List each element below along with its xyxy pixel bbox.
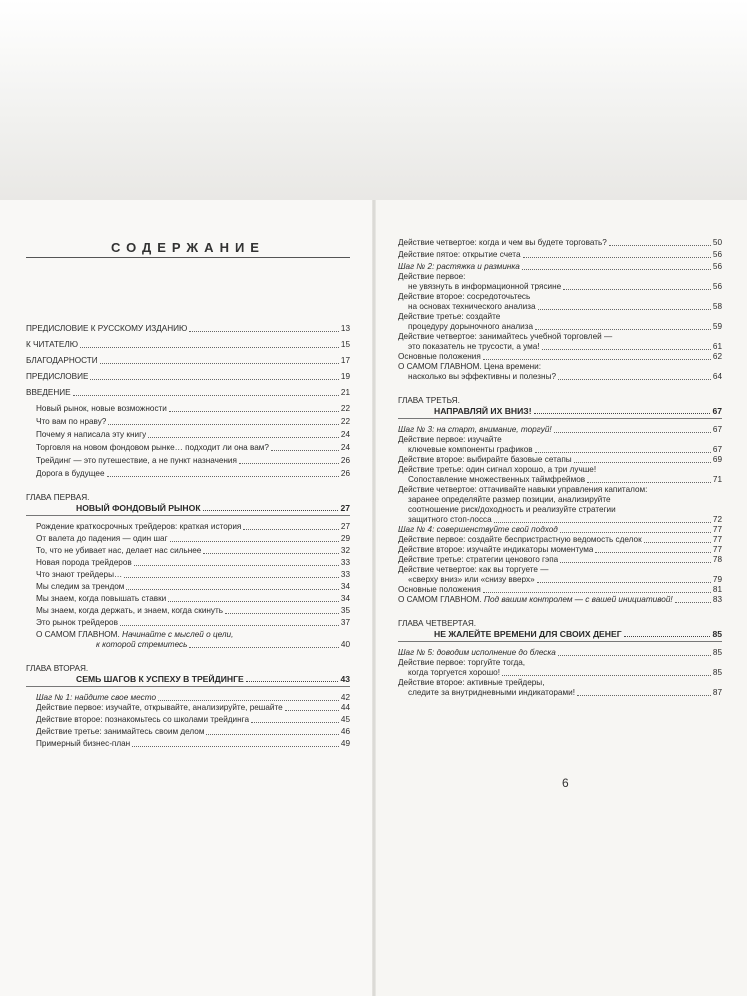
- toc-entry-title: К ЧИТАТЕЛЮ: [26, 340, 79, 349]
- toc-entry-title: БЛАГОДАРНОСТИ: [26, 356, 98, 365]
- toc-entry[interactable]: [26, 727, 350, 737]
- toc-entry-page: 33: [340, 570, 350, 579]
- toc-entry-page: 45: [340, 715, 350, 724]
- toc-leader: [243, 529, 339, 530]
- scan-background: [0, 0, 747, 200]
- toc-entry[interactable]: [398, 238, 722, 248]
- toc-entry[interactable]: [26, 558, 350, 568]
- toc-entry[interactable]: [26, 546, 350, 556]
- toc-entry[interactable]: [26, 703, 350, 713]
- toc-entry-page: 61: [712, 342, 722, 351]
- book-gutter: [372, 200, 376, 996]
- page-number: 6: [562, 776, 569, 790]
- toc-entry[interactable]: [398, 292, 722, 312]
- toc-leader: [132, 746, 339, 747]
- ch3-action-3[interactable]: Действие третье: один сигнал хорошо, а три лучше! Сопоставление множественных таймфреймов 71: [398, 465, 722, 484]
- toc-entry-title: Действие первое: изучайте, открывайте, анализируйте, решайте: [36, 703, 283, 712]
- toc-entry[interactable]: [26, 606, 350, 616]
- toc-entry-page: 24: [340, 443, 350, 452]
- toc-leader: [189, 331, 339, 332]
- toc-leader: [170, 541, 339, 542]
- toc-entry[interactable]: [26, 340, 350, 350]
- toc-entry-page: 33: [340, 558, 350, 567]
- toc-leader: [271, 450, 339, 451]
- toc-entry-title: Действие третье: занимайтесь своим делом: [36, 727, 205, 736]
- toc-entry-page: 34: [340, 594, 350, 603]
- toc-entry-title: Действие четвертое: когда и чем вы будете торговать?: [398, 238, 607, 247]
- chapter-4-title[interactable]: НЕ ЖАЛЕЙТЕ ВРЕМЕНИ ДЛЯ СВОИХ ДЕНЕГ 85: [434, 629, 722, 639]
- toc-entry[interactable]: [26, 388, 350, 398]
- ch3-action-2[interactable]: Действие второе: выбирайте базовые сетапы 69: [398, 455, 722, 464]
- toc-entry-page: 59: [712, 322, 722, 331]
- toc-leader: [609, 245, 711, 246]
- toc-entry-page: 49: [340, 739, 350, 748]
- chapter-2-list: [26, 703, 350, 749]
- toc-leader: [80, 347, 339, 348]
- toc-entry[interactable]: [26, 356, 350, 366]
- step-4-entry[interactable]: Шаг № 4: совершенствуйте свой подход 77: [398, 525, 722, 534]
- toc-entry[interactable]: [26, 469, 350, 479]
- toc-entry-title: Дорога в будущее: [36, 469, 105, 478]
- toc-entry-page: 50: [712, 238, 722, 247]
- toc-entry-title: Примерный бизнес-план: [36, 739, 131, 748]
- ch4-action-1[interactable]: Действие первое: торгуйте тогда, когда торгуется хорошо! 85: [398, 658, 722, 677]
- toc-entry-line-2: это показатель не трусости, а ума!: [408, 342, 540, 351]
- toc-leader: [206, 734, 338, 735]
- ch4-action-2[interactable]: Действие второе: активные трейдеры, следите за внутридневными индикаторами! 87: [398, 678, 722, 697]
- step-2-list: [398, 272, 722, 352]
- toc-entry[interactable]: [26, 570, 350, 580]
- toc-leader: [239, 463, 339, 464]
- toc-entry[interactable]: [398, 332, 722, 352]
- toc-entry-page: 44: [340, 703, 350, 712]
- toc-leader: [124, 577, 339, 578]
- toc-leader: [523, 257, 711, 258]
- toc-entry-title: Мы следим за трендом: [36, 582, 125, 591]
- toc-entry-page: 27: [340, 522, 350, 531]
- intro-list: [26, 404, 350, 479]
- toc-entry-page: 32: [340, 546, 350, 555]
- ch3-step4-action-4[interactable]: Действие четвертое: как вы торгуете — «сверху вниз» или «снизу вверх» 79: [398, 565, 722, 584]
- toc-entry-line-2: процедуру дорыночного анализа: [408, 322, 534, 331]
- toc-leader: [90, 379, 338, 380]
- basics-entry[interactable]: Основные положения 62: [398, 352, 722, 361]
- toc-entry-page: 29: [340, 534, 350, 543]
- toc-leader: [126, 589, 338, 590]
- toc-entry-page: 46: [340, 727, 350, 736]
- chapter-3-label: ГЛАВА ТРЕТЬЯ.: [398, 396, 460, 405]
- toc-entry-title: Действие второе: познакомьтесь со школами трейдинга: [36, 715, 250, 724]
- toc-entry-title: Что вам по нраву?: [36, 417, 107, 426]
- step-3-entry[interactable]: Шаг № 3: на старт, внимание, торгуй! 67: [398, 425, 722, 434]
- chapter-1-main-entry[interactable]: О САМОМ ГЛАВНОМ. Начинайте с мыслей о цели, к которой стремитесь 40: [36, 630, 350, 649]
- toc-entry-line-1: Действие четвертое: занимайтесь учебной торговлей —: [398, 332, 613, 341]
- toc-entry-page: 21: [340, 388, 350, 397]
- chapter-1-list: [26, 522, 350, 628]
- toc-entry[interactable]: [26, 430, 350, 440]
- toc-entry[interactable]: [26, 456, 350, 466]
- toc-leader: [285, 710, 339, 711]
- toc-entry-title: ПРЕДИСЛОВИЕ К РУССКОМУ ИЗДАНИЮ: [26, 324, 188, 333]
- toc-entry[interactable]: [26, 594, 350, 604]
- toc-entry-title: Почему я написала эту книгу: [36, 430, 147, 439]
- toc-entry[interactable]: [26, 372, 350, 382]
- ch3-basics-entry[interactable]: Основные положения 81: [398, 585, 722, 594]
- toc-entry-line-2: на основах технического анализа: [408, 302, 536, 311]
- toc-leader: [251, 722, 339, 723]
- toc-leader: [108, 424, 339, 425]
- toc-entry[interactable]: [26, 417, 350, 427]
- toc-entry[interactable]: [26, 534, 350, 544]
- chapter-2-step-1[interactable]: Шаг № 1: найдите свое место 42: [36, 693, 350, 702]
- toc-entry[interactable]: [398, 272, 722, 292]
- toc-leader: [134, 565, 339, 566]
- toc-entry-title: Мы знаем, когда повышать ставки: [36, 594, 167, 603]
- toc-leader: [168, 601, 339, 602]
- toc-entry-line-1: Действие второе: сосредоточьтесь: [398, 292, 531, 301]
- toc-entry-line-1: Действие первое:: [398, 272, 466, 281]
- toc-entry-page: 58: [712, 302, 722, 311]
- chapter-1-title[interactable]: НОВЫЙ ФОНДОВЫЙ РЫНОК 27: [76, 503, 350, 513]
- toc-entry-line-1: Действие третье: создайте: [398, 312, 501, 321]
- toc-entry-page: 56: [712, 282, 722, 291]
- ch3-main-entry[interactable]: О САМОМ ГЛАВНОМ. Под вашим контролем — с вашей инициативой! 83: [398, 595, 722, 604]
- toc-entry-page: 22: [340, 417, 350, 426]
- toc-entry[interactable]: [26, 404, 350, 414]
- right-top-list: [398, 238, 722, 260]
- toc-entry-line-2: не увязнуть в информационной трясине: [408, 282, 562, 291]
- ch3-action-4[interactable]: Действие четвертое: оттачивайте навыки управления капиталом: заранее определяйте размер позиции, анализируйте соотношение риск/доходность и реализуйте стратегии защитного стоп-лосса 72: [398, 485, 722, 524]
- toc-entry-title: Что знают трейдеры…: [36, 570, 123, 579]
- toc-entry-page: 26: [340, 469, 350, 478]
- step-2-entry[interactable]: Шаг № 2: растяжка и разминка 56: [398, 262, 722, 271]
- toc-entry[interactable]: [26, 739, 350, 749]
- toc-title: СОДЕРЖАНИЕ: [26, 243, 350, 258]
- toc-entry-title: Торговля на новом фондовом рынке… подходит ли она вам?: [36, 443, 269, 452]
- toc-entry[interactable]: [26, 324, 350, 334]
- chapter-4-label: ГЛАВА ЧЕТВЕРТАЯ.: [398, 619, 477, 628]
- toc-entry-title: Это рынок трейдеров: [36, 618, 118, 627]
- toc-entry-page: 13: [340, 324, 350, 333]
- toc-leader: [100, 363, 339, 364]
- step-5-entry[interactable]: Шаг № 5: доводим исполнение до блеска 85: [398, 648, 722, 657]
- toc-entry-page: 56: [712, 250, 722, 259]
- chapter-3-rule: [398, 418, 722, 419]
- toc-leader: [120, 625, 339, 626]
- toc-entry[interactable]: [26, 522, 350, 532]
- toc-entry[interactable]: [26, 618, 350, 628]
- main-time-entry[interactable]: О САМОМ ГЛАВНОМ. Цена времени: насколько вы эффективны и полезны? 64: [398, 362, 722, 381]
- toc-leader: [148, 437, 339, 438]
- toc-entry-page: 24: [340, 430, 350, 439]
- front-matter-list: [26, 324, 350, 398]
- ch3-step4-action-1[interactable]: Действие первое: создайте беспристрастную ведомость сделок 77: [398, 535, 722, 544]
- toc-entry-title: От валета до падения — один шаг: [36, 534, 168, 543]
- toc-entry-page: 26: [340, 456, 350, 465]
- toc-entry-title: Новая порода трейдеров: [36, 558, 132, 567]
- toc-leader: [73, 395, 339, 396]
- toc-entry-page: 35: [340, 606, 350, 615]
- toc-entry-page: 19: [340, 372, 350, 381]
- toc-entry-title: Трейдинг — это путешествие, а не пункт назначения: [36, 456, 237, 465]
- chapter-2-title[interactable]: СЕМЬ ШАГОВ К УСПЕХУ В ТРЕЙДИНГЕ 43: [76, 674, 350, 684]
- toc-entry-title: ПРЕДИСЛОВИЕ: [26, 372, 89, 381]
- chapter-2-rule: [26, 686, 350, 687]
- toc-entry-page: 15: [340, 340, 350, 349]
- toc-entry-title: Мы знаем, когда держать, и знаем, когда скинуть: [36, 606, 224, 615]
- toc-entry-title: То, что не убивает нас, делает нас сильнее: [36, 546, 202, 555]
- toc-entry[interactable]: [398, 312, 722, 332]
- toc-right-column: [398, 238, 722, 698]
- toc-entry-page: 34: [340, 582, 350, 591]
- toc-entry[interactable]: [26, 443, 350, 453]
- chapter-2-label: ГЛАВА ВТОРАЯ.: [26, 664, 89, 673]
- toc-entry-page: 22: [340, 404, 350, 413]
- toc-entry-page: 17: [340, 356, 350, 365]
- toc-entry-title: Действие пятое: открытие счета: [398, 250, 521, 259]
- toc-entry-title: Новый рынок, новые возможности: [36, 404, 167, 413]
- toc-leader: [203, 553, 339, 554]
- chapter-1-label: ГЛАВА ПЕРВАЯ.: [26, 493, 90, 502]
- toc-leader: [169, 411, 339, 412]
- toc-entry[interactable]: [26, 582, 350, 592]
- toc-entry[interactable]: [26, 715, 350, 725]
- ch3-step4-action-2[interactable]: Действие второе: изучайте индикаторы моментума 77: [398, 545, 722, 554]
- ch3-step4-action-3[interactable]: Действие третье: стратегии ценового гэпа 78: [398, 555, 722, 564]
- ch3-action-1[interactable]: Действие первое: изучайте ключевые компоненты графиков 67: [398, 435, 722, 454]
- toc-entry[interactable]: [398, 250, 722, 260]
- toc-left-column: [26, 240, 350, 751]
- toc-leader: [107, 476, 339, 477]
- toc-entry-title: ВВЕДЕНИЕ: [26, 388, 71, 397]
- toc-leader: [225, 613, 339, 614]
- toc-entry-title: Рождение краткосрочных трейдеров: краткая история: [36, 522, 242, 531]
- toc-entry-page: 37: [340, 618, 350, 627]
- chapter-3-title[interactable]: НАПРАВЛЯЙ ИХ ВНИЗ! 67: [434, 406, 722, 416]
- chapter-1-rule: [26, 515, 350, 516]
- chapter-4-rule: [398, 641, 722, 642]
